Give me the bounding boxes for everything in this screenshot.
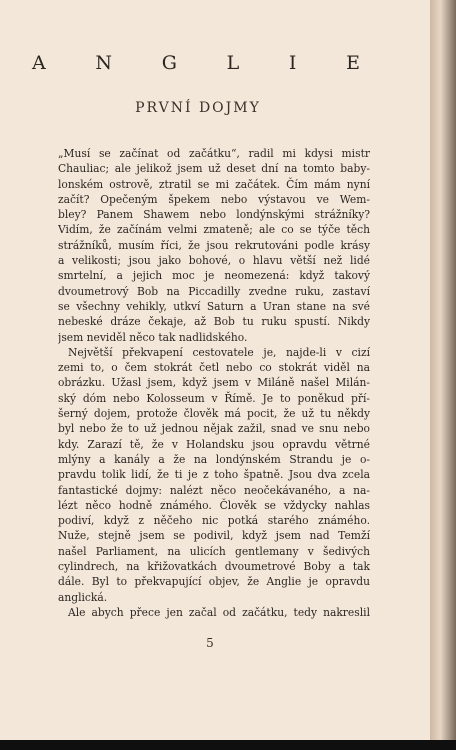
chapter-letter: L: [226, 52, 242, 74]
chapter-title: [32, 52, 362, 74]
chapter-letter: E: [346, 52, 362, 74]
text-line: zemi to, o čem stokrát četl nebo co stokrát viděl na: [58, 361, 370, 375]
text-line: Ale abych přece jen začal od začátku, tedy nakreslil: [68, 605, 370, 619]
text-line: Vidím, že začínám velmi zmateně; ale co se týče těch: [58, 223, 370, 237]
text-line: anglická.: [58, 590, 108, 604]
text-line: „Musí se začínat od začátku“, radil mi kdysi mistr: [58, 147, 370, 160]
text-line: Chauliac; ale jelikož jsem už deset dní na tomto baby-: [58, 162, 370, 176]
section-title: PRVNÍ DOJMY: [135, 100, 261, 116]
body-text: [58, 146, 370, 620]
text-line: dále. Byl to překvapující objev, že Anglie je opravdu: [58, 575, 370, 589]
text-line: ský dóm nebo Kolosseum v Římě. Je to poněkud pří-: [58, 391, 370, 405]
text-line: pravdu tolik lidí, že ti je z toho špatně. Jsou dva zcela: [58, 468, 370, 482]
text-line: lézt něco hodně známého. Člověk se vždycky nahlas: [58, 498, 370, 512]
chapter-letter: G: [161, 52, 179, 74]
text-line: kdy. Zarazí tě, že v Holandsku jsou opravdu větrné: [58, 437, 370, 451]
page-bottom-edge: [0, 740, 456, 750]
text-line: nebeské dráze čekaje, až Bob tu ruku spustí. Nikdy: [58, 315, 370, 329]
chapter-letter: N: [95, 52, 115, 74]
text-line: podiví, když z něčeho nic potká starého známého.: [58, 514, 370, 528]
text-line: našel Parliament, na ulicích gentlemany v šedivých: [58, 544, 370, 558]
text-line: Nuže, stejně jsem se podivil, když jsem nad Temží: [58, 529, 370, 543]
book-spine: [430, 0, 456, 750]
chapter-letter: I: [288, 52, 299, 74]
text-line: strážníků, musím říci, že jsou rekrutováni podle krásy: [58, 238, 370, 252]
text-line: byl nebo že to už jednou nějak zažil, snad ve snu nebo: [58, 422, 370, 436]
text-line: začít? Opečeným špekem nebo výstavou ve Wem-: [58, 192, 370, 206]
text-line: se všechny vehikly, utkví Saturn a Uran stane na své: [58, 299, 370, 313]
text-line: mlýny a kanály a že na londýnském Strandu je o-: [58, 452, 370, 466]
text-line: cylindrech, na křižovatkách dvoumetrové Boby a tak: [58, 560, 370, 574]
text-line: a velikosti; jsou jako bohové, o hlavu větší než lidé: [58, 254, 370, 268]
text-line: šerný dojem, protože člověk má pocit, že už tu někdy: [58, 407, 370, 421]
text-line: fantastické dojmy: nalézt něco neočekávaného, a na-: [58, 483, 370, 497]
text-line: bley? Panem Shawem nebo londýnskými strážníky?: [58, 208, 370, 222]
text-line: obrázku. Užasl jsem, když jsem v Miláně našel Milán-: [58, 376, 370, 390]
text-line: Největší překvapení cestovatele je, najde-li v cizí: [68, 345, 370, 359]
text-line: smrtelní, a jejich moc je neomezená: když takový: [58, 269, 370, 283]
page-number: 5: [206, 636, 214, 650]
text-line: dvoumetrový Bob na Piccadilly zvedne ruku, zastaví: [58, 284, 370, 298]
text-line: lonském ostrově, ztratil se mi začátek. Čím mám nyní: [58, 177, 370, 191]
chapter-letter: A: [32, 52, 48, 74]
text-line: jsem neviděl něco tak nadlidského.: [58, 330, 248, 344]
